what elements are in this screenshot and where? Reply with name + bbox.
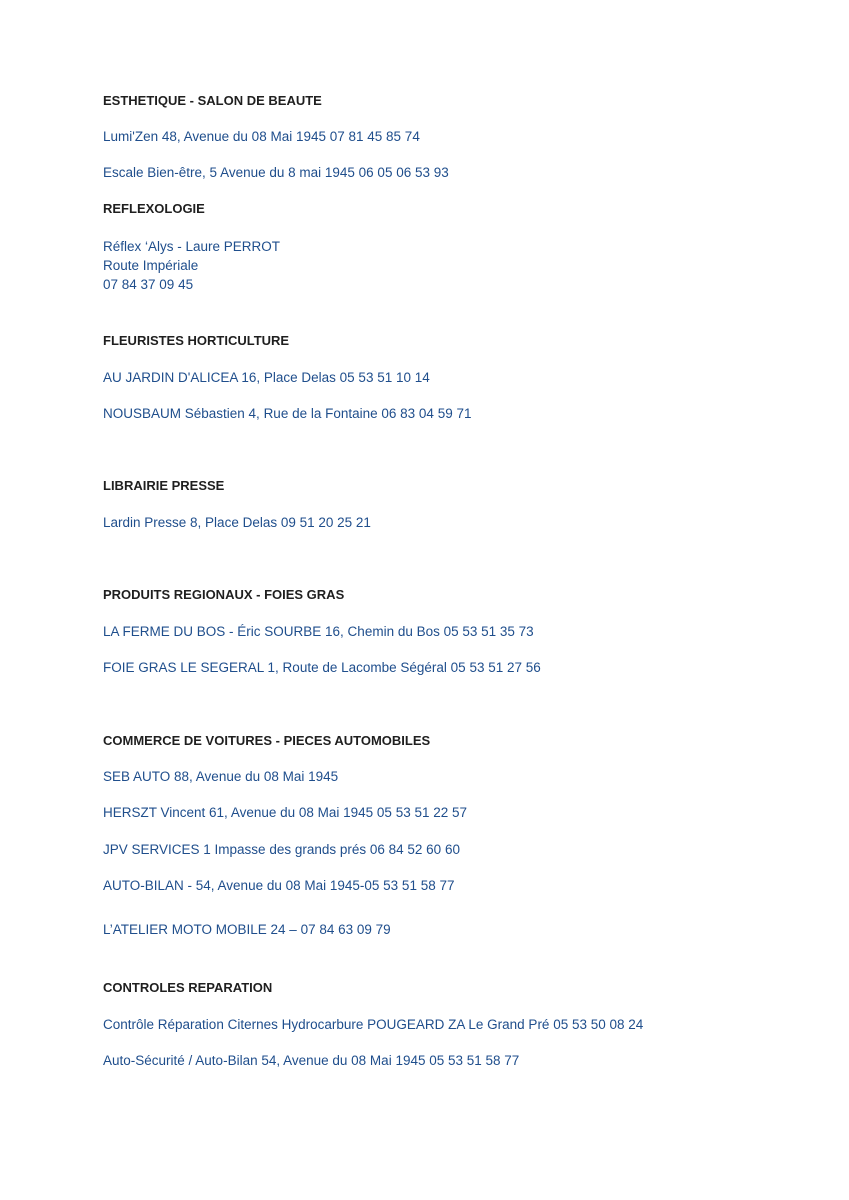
section-heading-reflexologie: REFLEXOLOGIE — [103, 201, 205, 216]
listing-entry: JPV SERVICES 1 Impasse des grands prés 06 84 52 60 60 — [103, 842, 460, 857]
listing-entry: Lardin Presse 8, Place Delas 09 51 20 25 21 — [103, 515, 371, 530]
listing-entry: Route Impériale — [103, 258, 199, 273]
section-heading-commerce-voitures: COMMERCE DE VOITURES - PIECES AUTOMOBILES — [103, 733, 431, 748]
listing-entry: AUTO-BILAN - 54, Avenue du 08 Mai 1945-05 53 51 58 77 — [103, 878, 455, 893]
listing-entry: SEB AUTO 88, Avenue du 08 Mai 1945 — [103, 769, 339, 784]
listing-entry: Escale Bien-être, 5 Avenue du 8 mai 1945 06 05 06 53 93 — [103, 165, 449, 180]
listing-entry: Contrôle Réparation Citernes Hydrocarbure POUGEARD ZA Le Grand Pré 05 53 50 08 24 — [103, 1017, 644, 1032]
section-heading-produits-regionaux: PRODUITS REGIONAUX - FOIES GRAS — [103, 587, 345, 602]
section-heading-fleuristes: FLEURISTES HORTICULTURE — [103, 333, 290, 348]
section-heading-controles-reparation: CONTROLES REPARATION — [103, 980, 273, 995]
listing-entry: NOUSBAUM Sébastien 4, Rue de la Fontaine 06 83 04 59 71 — [103, 406, 472, 421]
section-heading-esthetique: ESTHETIQUE - SALON DE BEAUTE — [103, 93, 322, 108]
listing-entry: FOIE GRAS LE SEGERAL 1, Route de Lacombe Ségéral 05 53 51 27 56 — [103, 660, 541, 675]
listing-entry: L’ATELIER MOTO MOBILE 24 – 07 84 63 09 79 — [103, 922, 391, 937]
listing-entry: LA FERME DU BOS - Éric SOURBE 16, Chemin du Bos 05 53 51 35 73 — [103, 624, 534, 639]
listing-entry: HERSZT Vincent 61, Avenue du 08 Mai 1945 05 53 51 22 57 — [103, 805, 468, 820]
listing-entry: 07 84 37 09 45 — [103, 277, 194, 292]
listing-entry: AU JARDIN D'ALICEA 16, Place Delas 05 53 51 10 14 — [103, 370, 430, 385]
listing-entry: Lumi'Zen 48, Avenue du 08 Mai 1945 07 81 45 85 74 — [103, 129, 420, 144]
section-heading-librairie: LIBRAIRIE PRESSE — [103, 478, 225, 493]
listing-entry: Réflex ‘Alys - Laure PERROT — [103, 239, 281, 254]
listing-entry: Auto-Sécurité / Auto-Bilan 54, Avenue du 08 Mai 1945 05 53 51 58 77 — [103, 1053, 520, 1068]
